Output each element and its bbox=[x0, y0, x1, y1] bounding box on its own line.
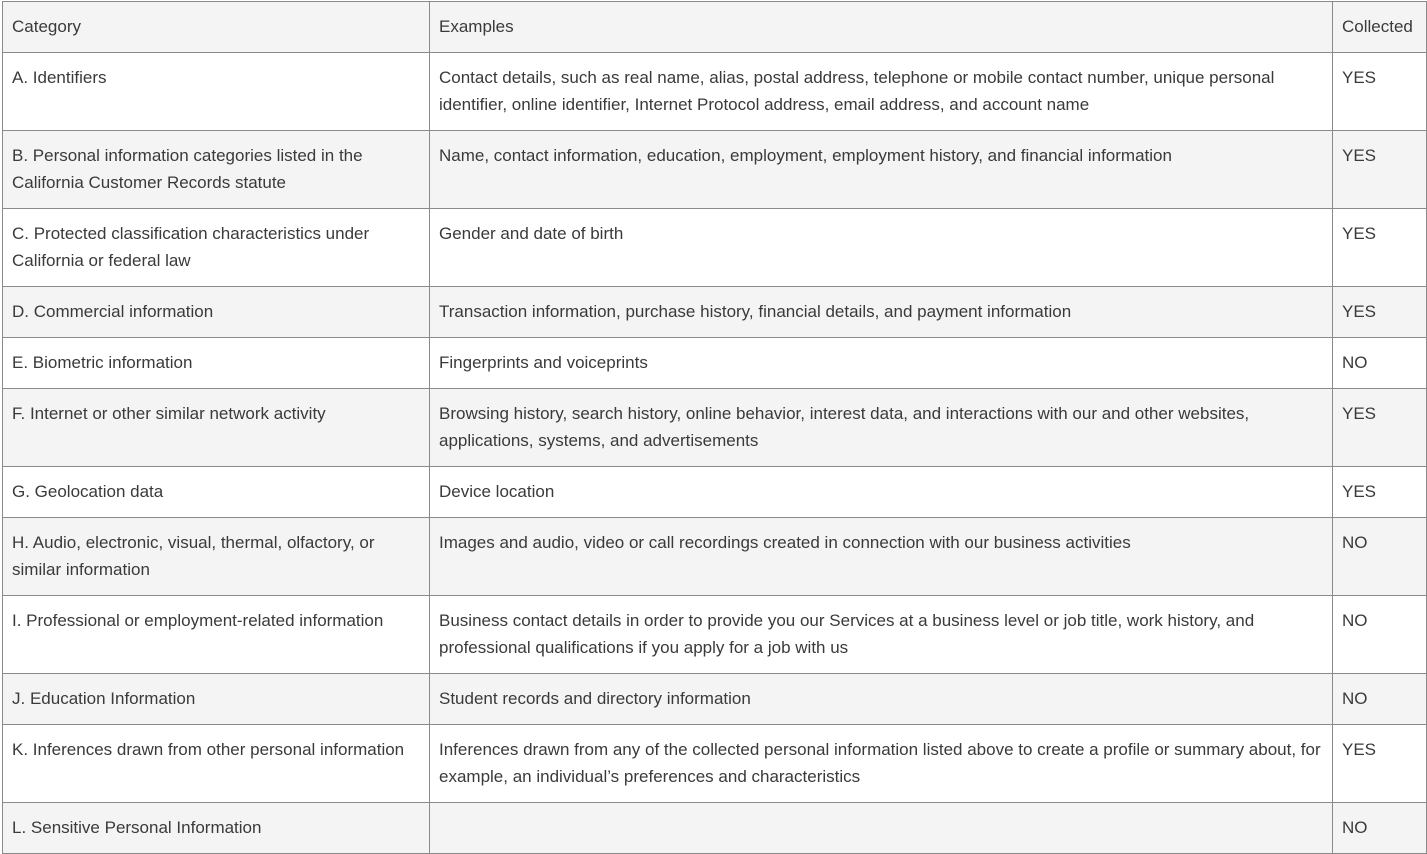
table-row bbox=[3, 389, 1427, 467]
table-row bbox=[3, 596, 1427, 674]
table-row bbox=[3, 209, 1427, 287]
collected-cell: NO bbox=[1333, 338, 1427, 389]
collected-cell: YES bbox=[1333, 53, 1427, 131]
category-cell: E. Biometric information bbox=[3, 338, 430, 389]
collected-cell: YES bbox=[1333, 725, 1427, 803]
collected-cell: YES bbox=[1333, 287, 1427, 338]
category-cell: J. Education Information bbox=[3, 674, 430, 725]
category-cell: F. Internet or other similar network activity bbox=[3, 389, 430, 467]
category-cell: K. Inferences drawn from other personal information bbox=[3, 725, 430, 803]
examples-cell: Fingerprints and voiceprints bbox=[430, 338, 1333, 389]
header-collected: Collected bbox=[1333, 2, 1427, 53]
table-row bbox=[3, 803, 1427, 854]
category-cell: I. Professional or employment-related information bbox=[3, 596, 430, 674]
collected-cell: YES bbox=[1333, 131, 1427, 209]
table-row bbox=[3, 131, 1427, 209]
table-row bbox=[3, 674, 1427, 725]
category-cell: G. Geolocation data bbox=[3, 467, 430, 518]
table-row bbox=[3, 518, 1427, 596]
collected-cell: YES bbox=[1333, 467, 1427, 518]
category-cell: B. Personal information categories listed in the California Customer Records statute bbox=[3, 131, 430, 209]
collected-cell: YES bbox=[1333, 209, 1427, 287]
examples-cell: Inferences drawn from any of the collected personal information listed above to create a profile or summary about, for example, an individual’s preferences and characteristics bbox=[430, 725, 1333, 803]
category-cell: A. Identifiers bbox=[3, 53, 430, 131]
collected-cell: NO bbox=[1333, 674, 1427, 725]
header-category: Category bbox=[3, 2, 430, 53]
table-row bbox=[3, 338, 1427, 389]
category-cell: H. Audio, electronic, visual, thermal, olfactory, or similar information bbox=[3, 518, 430, 596]
examples-cell: Transaction information, purchase history, financial details, and payment information bbox=[430, 287, 1333, 338]
table-header-row bbox=[3, 2, 1427, 53]
examples-cell: Business contact details in order to provide you our Services at a business level or job title, work history, and professional qualifications if you apply for a job with us bbox=[430, 596, 1333, 674]
personal-information-table bbox=[2, 1, 1427, 854]
category-cell: L. Sensitive Personal Information bbox=[3, 803, 430, 854]
examples-cell: Name, contact information, education, employment, employment history, and financial information bbox=[430, 131, 1333, 209]
table-row bbox=[3, 725, 1427, 803]
collected-cell: NO bbox=[1333, 803, 1427, 854]
examples-cell: Browsing history, search history, online behavior, interest data, and interactions with our and other websites, applications, systems, and advertisements bbox=[430, 389, 1333, 467]
examples-cell: Contact details, such as real name, alias, postal address, telephone or mobile contact number, unique personal identifier, online identifier, Internet Protocol address, email address, and account name bbox=[430, 53, 1333, 131]
category-cell: D. Commercial information bbox=[3, 287, 430, 338]
examples-cell: Gender and date of birth bbox=[430, 209, 1333, 287]
category-cell: C. Protected classification characteristics under California or federal law bbox=[3, 209, 430, 287]
collected-cell: NO bbox=[1333, 596, 1427, 674]
examples-cell: Student records and directory information bbox=[430, 674, 1333, 725]
examples-cell: Images and audio, video or call recordings created in connection with our business activities bbox=[430, 518, 1333, 596]
examples-cell: Device location bbox=[430, 467, 1333, 518]
collected-cell: NO bbox=[1333, 518, 1427, 596]
table-row bbox=[3, 467, 1427, 518]
table-row bbox=[3, 53, 1427, 131]
collected-cell: YES bbox=[1333, 389, 1427, 467]
examples-cell bbox=[430, 803, 1333, 854]
table-row bbox=[3, 287, 1427, 338]
header-examples: Examples bbox=[430, 2, 1333, 53]
